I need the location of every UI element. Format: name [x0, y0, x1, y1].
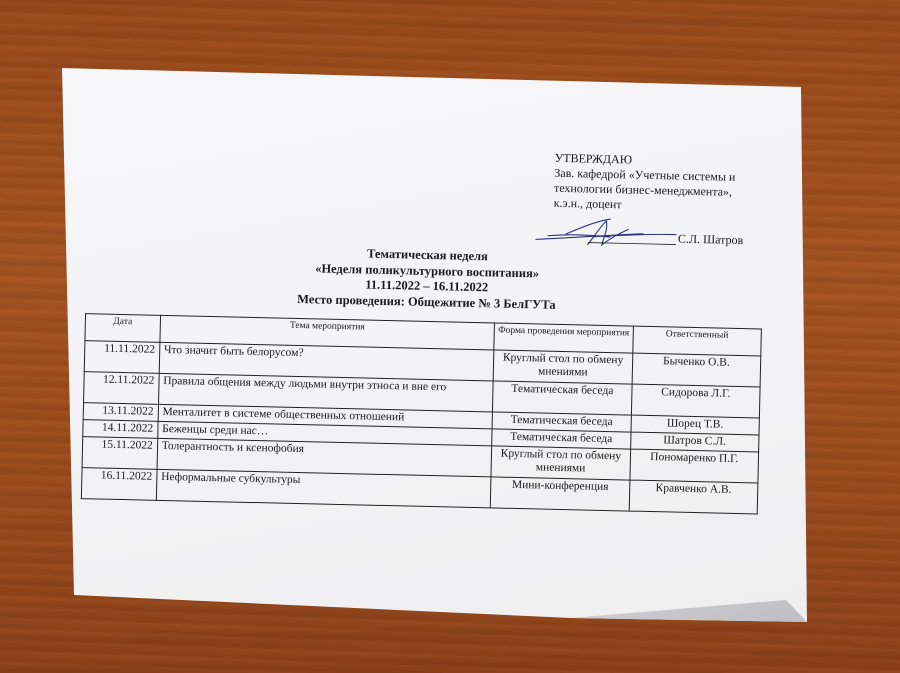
title-line-4: Место проведения: Общежитие № 3 БелГУТа [297, 291, 556, 312]
cell-form: Круглый стол по обмену мнениями [491, 446, 630, 480]
approval-line-1: Зав. кафедрой «Учетные системы и [554, 165, 736, 184]
title-line-3: 11.11.2022 – 16.11.2022 [365, 277, 489, 295]
signatory-name: С.Л. Шатров [677, 231, 744, 248]
approval-line-2: технологии бизнес-менеджмента», [553, 180, 733, 199]
cell-date: 13.11.2022 [83, 403, 158, 422]
cell-responsible: Пономаренко П.Г. [630, 449, 759, 483]
header-responsible: Ответственный [632, 326, 761, 356]
approval-line-3: к.э.н., доцент [553, 195, 622, 212]
approval-block [554, 151, 736, 215]
events-table [81, 313, 762, 514]
document-title [276, 245, 577, 314]
cell-topic: Правила общения между людьми внутри этноса и вне его [158, 373, 493, 412]
cell-topic: Что значит быть белорусом? [159, 342, 494, 381]
cell-topic: Беженцы среди нас… [158, 421, 493, 446]
cell-topic: Менталитет в системе общественных отношений [158, 404, 493, 429]
cell-date: 16.11.2022 [81, 468, 156, 501]
cell-form: Тематическая беседа [492, 429, 631, 449]
header-form: Форма проведения мероприятия [494, 323, 633, 353]
cell-date: 15.11.2022 [82, 437, 157, 470]
cell-form: Тематическая беседа [492, 412, 631, 432]
cell-responsible: Кравченко А.В. [629, 480, 758, 514]
approval-heading: УТВЕРЖДАЮ [554, 150, 633, 167]
header-topic: Тема мероприятия [160, 315, 495, 350]
cell-responsible: Шорец Т.В. [631, 415, 760, 435]
header-date: Дата [85, 314, 160, 343]
cell-date: 14.11.2022 [83, 420, 158, 439]
title-line-2: «Неделя поликультурного воспитания» [315, 260, 540, 280]
cell-form: Круглый стол по обмену мнениями [493, 350, 632, 384]
cell-responsible: Сидорова Л.Г. [631, 384, 760, 418]
cell-responsible: Шатров С.Л. [630, 432, 759, 452]
cell-topic: Толерантность и ксенофобия [157, 438, 492, 477]
cell-responsible: Быченко О.В. [632, 353, 761, 387]
cell-topic: Неформальные субкультуры [156, 469, 491, 508]
cell-date: 11.11.2022 [84, 341, 159, 374]
cell-date: 12.11.2022 [84, 372, 159, 405]
title-line-1: Тематическая неделя [366, 246, 489, 264]
cell-form: Мини-конференция [490, 477, 629, 511]
cell-form: Тематическая беседа [493, 381, 632, 415]
